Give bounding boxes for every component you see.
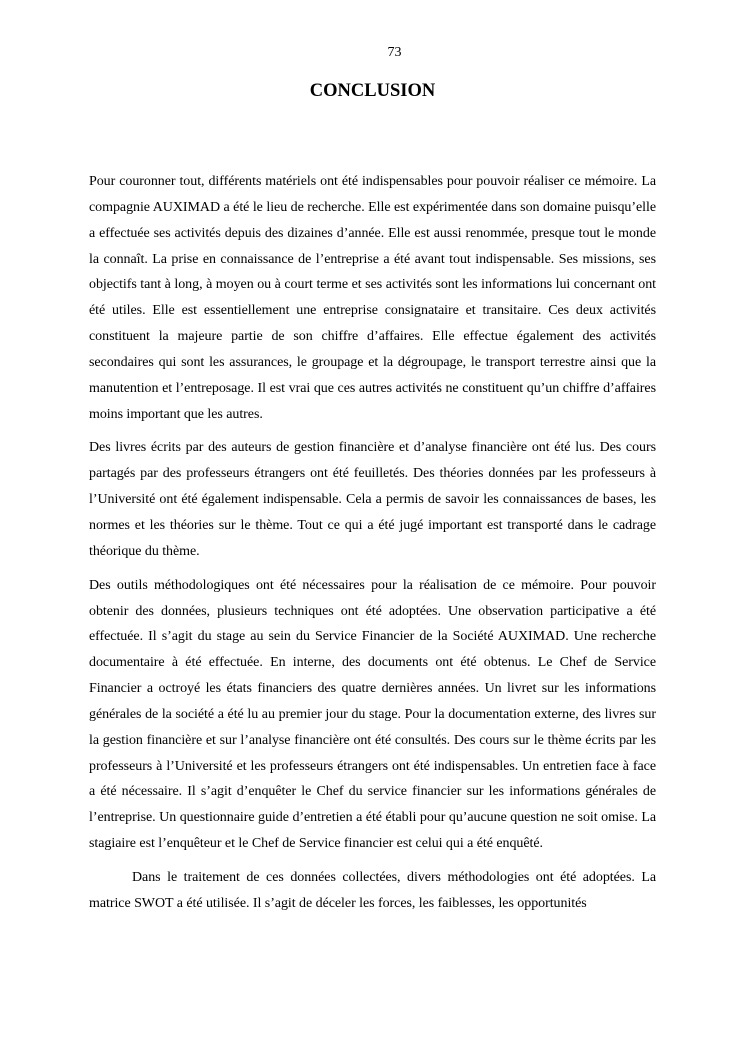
page-title: CONCLUSION xyxy=(309,81,436,101)
paragraph-2: Des livres écrits par des auteurs de gestion financière et d’analyse financière ont été lus. Des cours partagés par des professeurs étrangers ont été feuilletés. Des théories données par les professeurs à l’Université ont été également indispensable. Cela a permis de savoir les connaissances de bases, les normes et les théories sur le thème. Tout ce qui a été jugé important est transporté dans le cadrage théorique du thème. xyxy=(89,440,656,559)
page-number: 73 xyxy=(387,45,402,60)
document-body xyxy=(89,169,656,925)
paragraph-4: Dans le traitement de ces données collectées, divers méthodologies ont été adoptées. La matrice SWOT a été utilisée. Il s’agit de déceler les forces, les faiblesses, les opportunités xyxy=(89,869,656,911)
paragraph-3: Des outils méthodologiques ont été nécessaires pour la réalisation de ce mémoire. Pour pouvoir obtenir des données, plusieurs techniques ont été adoptées. Une observation participative a été effectuée. Il s’agit du stage au sein du Service Financier de la Société AUXIMAD. Une recherche documentaire à été effectuée. En interne, des documents ont été obtenus. Le Chef de Service Financier a octroyé les états financiers des quatre dernières années. Un livret sur les informations générales de la société a été lu au premier jour du stage. Pour la documentation externe, des livres sur la gestion financière et sur l’analyse financière ont été consultés. Des cours sur le thème écrits par les professeurs à l’Université et les professeurs étrangers ont été indispensables. Un entretien face à face a été nécessaire. Il s’agit d’enquêter le Chef du service financier sur les informations générales de l’entreprise. Un questionnaire guide d’entretien a été établi pour qu’aucune question ne soit omise. La stagiaire est l’enquêteur et le Chef de Service financier est celui qui a été enquêté. xyxy=(89,577,656,852)
paragraph-1: Pour couronner tout, différents matériels ont été indispensables pour pouvoir réaliser ce mémoire. La compagnie AUXIMAD a été le lieu de recherche. Elle est expérimentée dans son domaine puisqu’elle a effectuée ses activités depuis des dizaines d’année. Elle est aussi renommée, presque tout le monde la connaît. La prise en connaissance de l’entreprise a été avant tout indispensable. Ses missions, ses objectifs tant à long, à moyen ou à court terme et ses activités sont les informations lui concernant ont été utiles. Elle est essentiellement une entreprise consignataire et transitaire. Ces deux activités constituent la majeure partie de son chiffre d’affaires. Elle effectue également des activités secondaires qui sont les assurances, le groupage et la dégroupage, le transport terrestre ainsi que la manutention et l’entreposage. Il est vrai que ces autres activités ne constituent qu’un chiffre d’affaires moins important que les autres. xyxy=(89,174,656,422)
